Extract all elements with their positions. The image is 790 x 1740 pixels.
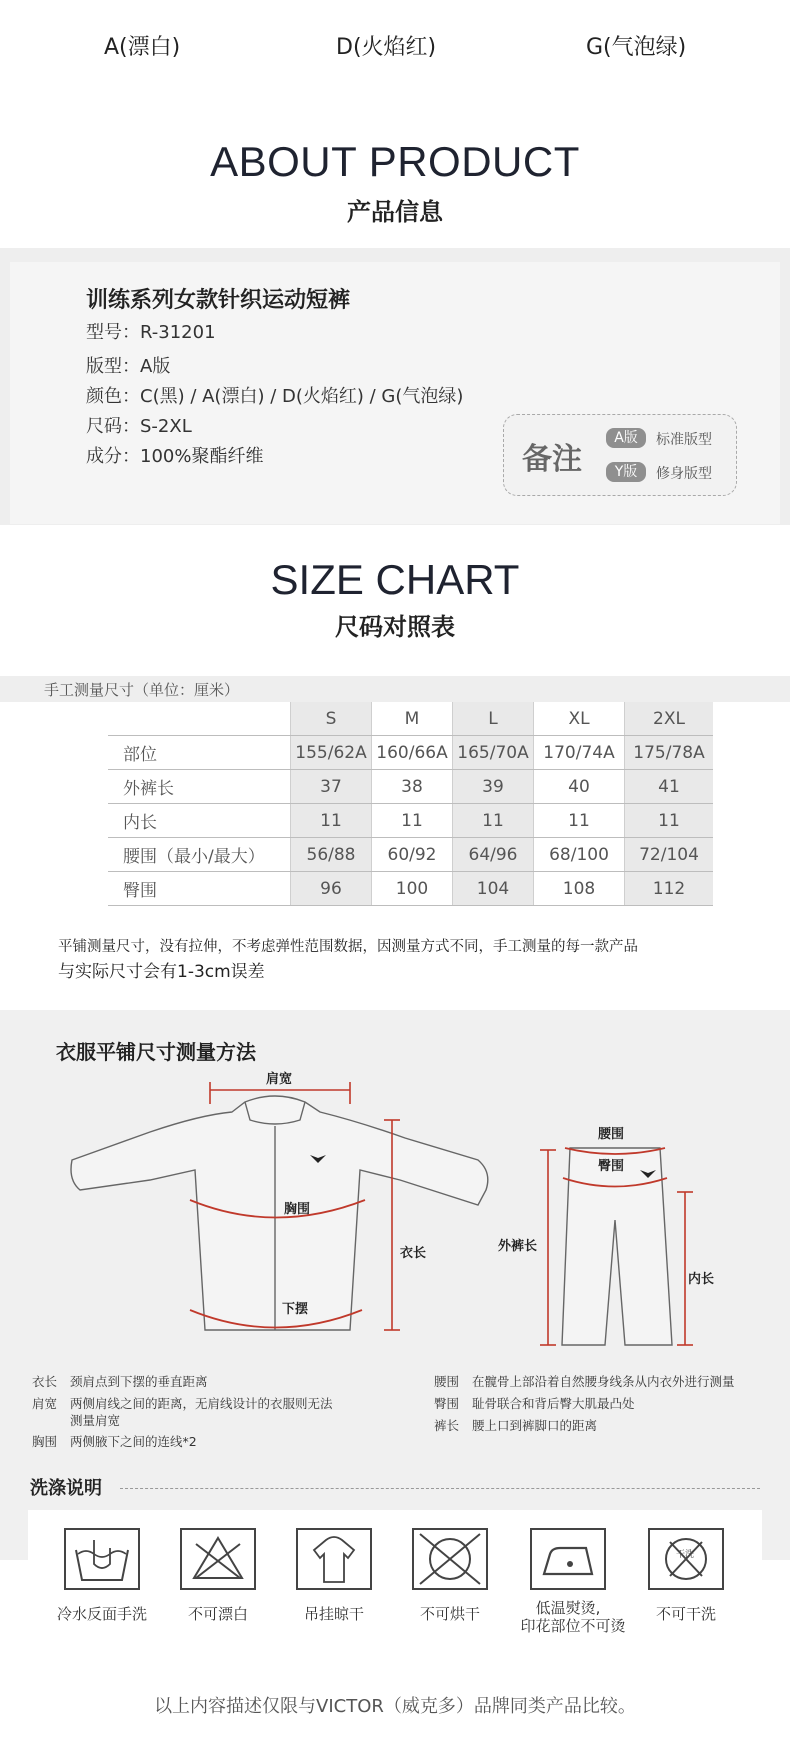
legend-term: 裤长 <box>434 1418 460 1433</box>
legend-term: 衣长 <box>32 1374 58 1389</box>
legend-desc: 测量肩宽 <box>70 1413 121 1428</box>
table-row <box>108 838 713 872</box>
label-length: 衣长 <box>400 1246 427 1261</box>
cell: 108 <box>534 872 625 906</box>
hang-dry-icon <box>296 1528 372 1590</box>
color-label-d: D(火焰红) <box>336 35 437 60</box>
about-product-title: ABOUT PRODUCT <box>210 138 580 185</box>
label-inseam: 内长 <box>688 1272 715 1287</box>
cell: 38 <box>372 770 453 804</box>
cell: 56/88 <box>291 838 372 872</box>
cell: 175/78A <box>625 736 714 770</box>
wash-divider <box>120 1488 760 1489</box>
table-row <box>108 872 713 906</box>
color-label-a: A(漂白) <box>104 35 181 60</box>
header-xl: XL <box>534 702 625 736</box>
size-table <box>108 702 713 906</box>
legend-term: 肩宽 <box>32 1396 58 1411</box>
legend-desc: 两侧腋下之间的连线*2 <box>70 1434 197 1449</box>
pants-icon <box>562 1148 672 1345</box>
header-s: S <box>291 702 372 736</box>
table-note-line1: 平铺测量尺寸，没有拉伸，不考虑弹性范围数据，因测量方式不同，手工测量的每一款产品 <box>58 939 638 955</box>
label-waist: 腰围 <box>598 1127 625 1142</box>
product-size: 尺码：S-2XL <box>86 416 192 437</box>
disclaimer: 以上内容描述仅限与VICTOR（威克多）品牌同类产品比较。 <box>154 1696 636 1717</box>
no-bleach-icon <box>180 1528 256 1590</box>
wash-label-3: 吊挂晾干 <box>303 1605 364 1623</box>
garment-diagram <box>0 1060 790 1360</box>
table-header-row <box>108 702 713 736</box>
wash-label-5b: 印花部位不可烫 <box>520 1617 626 1635</box>
unit-label: 手工测量尺寸（单位：厘米） <box>44 681 240 699</box>
size-chart-title: SIZE CHART <box>270 556 520 603</box>
measure-title: 衣服平铺尺寸测量方法 <box>56 1040 256 1064</box>
hand-wash-icon <box>64 1528 140 1590</box>
table-note-line2: 与实际尺寸会有1-3cm误差 <box>58 962 265 982</box>
cell: 11 <box>372 804 453 838</box>
legend-desc: 耻骨联合和背后臀大肌最凸处 <box>472 1396 635 1411</box>
no-tumble-dry-icon <box>412 1528 488 1590</box>
cell: 41 <box>625 770 714 804</box>
cell: 11 <box>625 804 714 838</box>
legend-desc: 两侧肩线之间的距离，无肩线设计的衣服则无法 <box>70 1396 333 1411</box>
product-fit: 版型：A版 <box>86 356 171 377</box>
table-header-empty <box>108 702 291 736</box>
legend-term: 胸围 <box>32 1434 58 1449</box>
wash-label-6: 不可干洗 <box>655 1605 716 1623</box>
cell: 64/96 <box>453 838 534 872</box>
dry-clean-mark: 干洗 <box>676 1550 695 1560</box>
about-product-subtitle: 产品信息 <box>347 198 443 226</box>
cell: 60/92 <box>372 838 453 872</box>
legend-desc: 在髋骨上部沿着自然腰身线条从内衣外进行测量 <box>472 1374 735 1389</box>
wash-label-1: 冷水反面手洗 <box>56 1605 147 1623</box>
cell: 72/104 <box>625 838 714 872</box>
cell: 11 <box>453 804 534 838</box>
size-chart-subtitle: 尺码对照表 <box>335 613 455 641</box>
row-part: 内长 <box>108 804 291 838</box>
badge-a-text: 标准版型 <box>656 432 712 448</box>
table-row <box>108 736 713 770</box>
row-part: 外裤长 <box>108 770 291 804</box>
label-shoulder: 肩宽 <box>266 1072 293 1087</box>
color-label-g: G(气泡绿) <box>586 35 687 60</box>
legend-term: 臀围 <box>434 1396 460 1411</box>
cell: 112 <box>625 872 714 906</box>
row-part: 部位 <box>108 736 291 770</box>
cell: 40 <box>534 770 625 804</box>
label-hip: 臀围 <box>598 1159 625 1174</box>
legend-desc: 腰上口到裤脚口的距离 <box>472 1418 598 1433</box>
legend-term: 腰围 <box>434 1374 460 1389</box>
cell: 68/100 <box>534 838 625 872</box>
product-name: 训练系列女款针织运动短裤 <box>86 288 351 313</box>
note-label: 备注 <box>522 442 582 477</box>
product-model: 型号：R-31201 <box>86 322 216 343</box>
label-outseam: 外裤长 <box>498 1239 538 1254</box>
label-chest: 胸围 <box>284 1202 311 1217</box>
row-part: 腰围（最小/最大） <box>108 838 291 872</box>
label-hem: 下摆 <box>282 1302 309 1317</box>
cell: 155/62A <box>291 736 372 770</box>
wash-title: 洗涤说明 <box>30 1478 102 1499</box>
badge-y-version: Y版 <box>606 462 646 482</box>
product-material: 成分：100%聚酯纤维 <box>86 446 264 467</box>
cell: 39 <box>453 770 534 804</box>
low-iron-icon <box>530 1528 606 1590</box>
cell: 11 <box>291 804 372 838</box>
cell: 160/66A <box>372 736 453 770</box>
cell: 170/74A <box>534 736 625 770</box>
wash-label-2: 不可漂白 <box>187 1605 248 1623</box>
cell: 37 <box>291 770 372 804</box>
table-row <box>108 804 713 838</box>
cell: 96 <box>291 872 372 906</box>
cell: 104 <box>453 872 534 906</box>
header-l: L <box>453 702 534 736</box>
wash-label-4: 不可烘干 <box>419 1605 480 1623</box>
header-m: M <box>372 702 453 736</box>
cell: 100 <box>372 872 453 906</box>
jacket-icon <box>71 1096 488 1330</box>
header-2xl: 2XL <box>625 702 714 736</box>
wash-label-5: 低温熨烫, <box>535 1599 601 1617</box>
table-row <box>108 770 713 804</box>
cell: 165/70A <box>453 736 534 770</box>
badge-y-text: 修身版型 <box>656 466 712 482</box>
product-color: 颜色：C(黑) / A(漂白) / D(火焰红) / G(气泡绿) <box>86 386 464 407</box>
badge-a-version: A版 <box>606 428 646 448</box>
row-part: 臀围 <box>108 872 291 906</box>
legend-desc: 颈肩点到下摆的垂直距离 <box>70 1374 208 1389</box>
cell: 11 <box>534 804 625 838</box>
